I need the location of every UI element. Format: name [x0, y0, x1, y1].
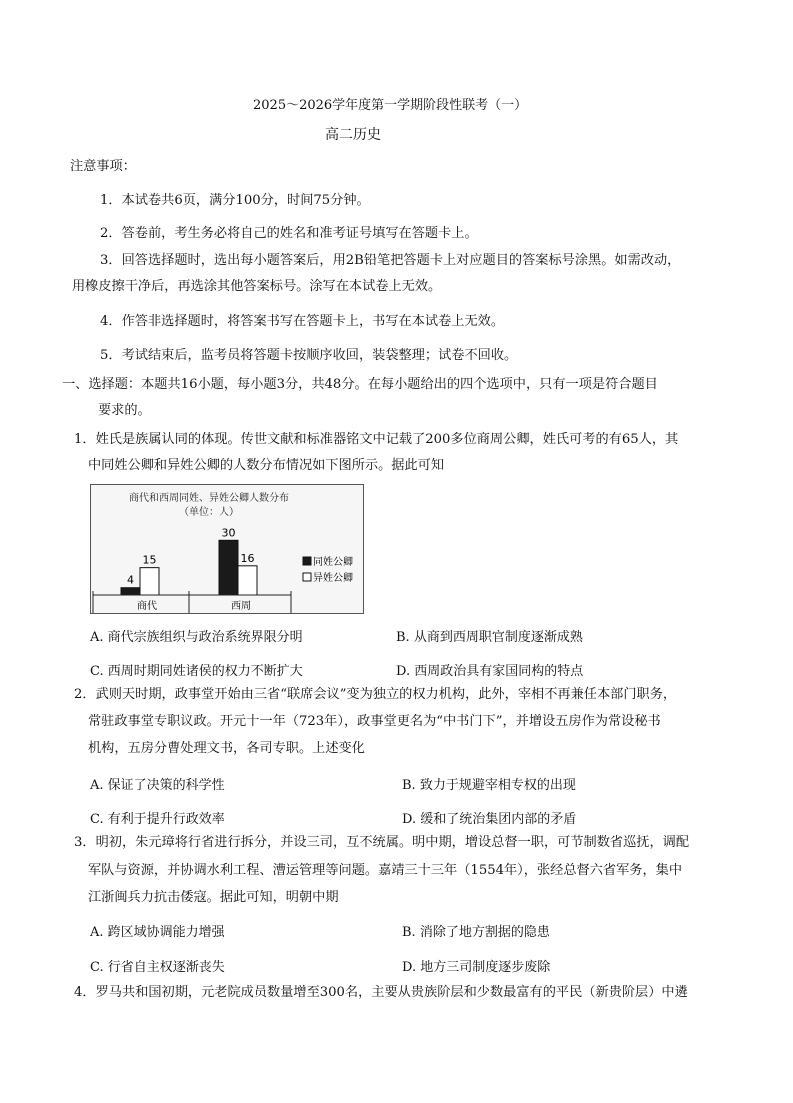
- question-2-line-2: 常驻政事堂专职议政。开元十一年（723年），政事堂更名为“中书门下”，并增设五房作为常设秘书: [88, 714, 661, 729]
- exam-subject: 高二历史: [325, 127, 381, 143]
- question-1-option-d: D. 西周政治具有家国同构的特点: [396, 664, 584, 679]
- question-3-option-b: B. 消除了地方割据的隐患: [402, 925, 550, 940]
- exam-title: 2025～2026学年度第一学期阶段性联考（一）: [253, 98, 528, 113]
- legend-label-different-surname: 异姓公卿: [313, 573, 353, 584]
- bar-chart: [90, 484, 364, 614]
- section-heading-cont: 要求的。: [98, 403, 151, 418]
- legend-label-same-surname: 同姓公卿: [313, 557, 353, 568]
- question-1-option-b: B. 从商到西周职官制度逐渐成熟: [396, 630, 583, 645]
- question-1-option-c: C. 西周时期同姓诸侯的权力不断扩大: [90, 664, 303, 679]
- question-3-option-a: A. 跨区域协调能力增强: [90, 925, 225, 940]
- bar-label-1-0: 30: [221, 526, 236, 540]
- bar-label-1-1: 16: [240, 551, 255, 565]
- bar-label-0-0: 4: [127, 573, 134, 587]
- chart-title: 商代和西周同姓、异姓公卿人数分布: [129, 493, 289, 504]
- question-3-line-3: 江浙闽兵力抗击倭寇。据此可知，明朝中期: [88, 890, 339, 905]
- legend-swatch-different-surname: [303, 573, 311, 581]
- chart-bars: [121, 526, 257, 595]
- question-2-line-3: 机构，五房分曹处理文书，各司专职。上述变化: [88, 741, 365, 756]
- question-3-line-1: 3．明初，朱元璋将行省进行拆分，并设三司，互不统属。明中期，增设总督一职，可节制数省巡抚，调配: [74, 835, 690, 850]
- bar-1-1: [238, 566, 257, 595]
- legend-swatch-same-surname: [303, 557, 311, 565]
- note-item-3: 3．回答选择题时，选出每小题答案后，用2B铅笔把答题卡上对应题目的答案标号涂黑。如需改动，: [100, 253, 681, 268]
- section-heading: 一、选择题：本题共16小题，每小题3分，共48分。在每小题给出的四个选项中，只有一项是符合题目: [62, 377, 658, 392]
- question-1-option-a: A. 商代宗族组织与政治系统界限分明: [90, 630, 303, 645]
- question-3-option-c: C. 行省自主权逐渐丧失: [90, 960, 225, 975]
- category-label-zhou: 西周: [231, 601, 251, 612]
- note-item-1: 1．本试卷共6页，满分100分，时间75分钟。: [100, 193, 370, 208]
- bar-0-1: [140, 568, 159, 595]
- question-1-line-1: 1．姓氏是族属认同的体现。传世文献和标准器铭文中记载了200多位商周公卿，姓氏可考的有65人，其: [74, 432, 679, 447]
- question-4-line-1: 4．罗马共和国初期，元老院成员数量增至300名，主要从贵族阶层和少数最富有的平民（新贵阶层）中遴: [74, 985, 688, 1000]
- chart-svg: [91, 485, 363, 613]
- category-label-shang: 商代: [137, 601, 157, 612]
- note-item-2: 2．答卷前，考生务必将自己的姓名和准考证号填写在答题卡上。: [100, 226, 478, 241]
- note-item-5: 5．考试结束后，监考员将答题卡按顺序收回，装袋整理；试卷不回收。: [100, 348, 518, 363]
- note-item-3-cont: 用橡皮擦干净后，再选涂其他答案标号。涂写在本试卷上无效。: [72, 279, 442, 294]
- notes-heading: 注意事项：: [70, 159, 136, 174]
- question-2-option-a: A. 保证了决策的科学性: [90, 778, 225, 793]
- chart-subtitle: （单位：人）: [179, 507, 239, 518]
- bar-1-0: [219, 540, 238, 595]
- bar-label-0-1: 15: [142, 553, 157, 567]
- question-2-option-d: D. 缓和了统治集团内部的矛盾: [402, 812, 577, 827]
- question-2-line-1: 2．武则天时期，政事堂开始由三省“联席会议”变为独立的权力机构，此外，宰相不再兼任本部门职务，: [74, 687, 677, 702]
- bar-0-0: [121, 588, 140, 595]
- question-2-option-c: C. 有利于提升行政效率: [90, 812, 225, 827]
- question-2-option-b: B. 致力于规避宰相专权的出现: [402, 778, 576, 793]
- question-1-line-2: 中同姓公卿和异姓公卿的人数分布情况如下图所示。据此可知: [88, 458, 445, 473]
- note-item-4: 4．作答非选择题时，将答案书写在答题卡上，书写在本试卷上无效。: [100, 314, 505, 329]
- question-3-option-d: D. 地方三司制度逐步废除: [402, 960, 551, 975]
- question-3-line-2: 军队与资源，并协调水利工程、漕运管理等问题。嘉靖三十三年（1554年），张经总督六省军务，集中: [88, 863, 683, 878]
